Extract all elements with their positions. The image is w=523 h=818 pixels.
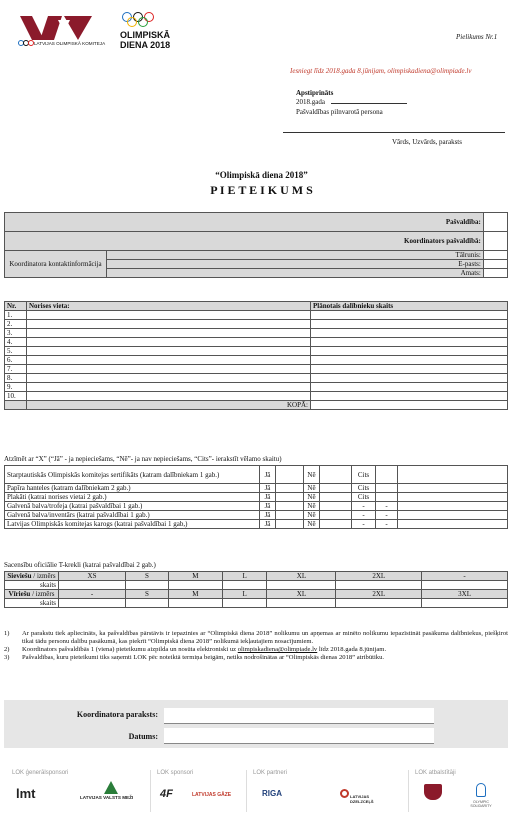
size-cell: XL — [267, 590, 336, 599]
count-field[interactable] — [311, 320, 508, 329]
place-field[interactable] — [27, 311, 311, 320]
count-field[interactable] — [59, 581, 126, 590]
place-field[interactable] — [27, 329, 311, 338]
item-yes: Jā — [260, 484, 276, 493]
note-2-text-a: Koordinators pašvaldībās 1 (viena) pieteikumu aizpilda un nosūta elektroniski uz — [22, 646, 238, 653]
table-row — [5, 383, 508, 392]
sponsors-label: LOK sponsori — [157, 770, 194, 776]
size-cell: XS — [59, 572, 126, 581]
table-row — [5, 347, 508, 356]
row-nr: 10. — [5, 392, 27, 401]
item-label: Plakāti (katrai norises vietai 2 gab.) — [5, 493, 260, 502]
item-no: Nē — [304, 502, 320, 511]
count-field[interactable] — [336, 581, 422, 590]
item-label: Latvijas Olimpiskās komitejas karogs (katrai pašvaldībai 1 gab,) — [5, 520, 260, 529]
count-field[interactable] — [222, 581, 267, 590]
count-field[interactable] — [168, 599, 222, 608]
table-row — [5, 365, 508, 374]
phone-field[interactable] — [483, 251, 507, 260]
count-field[interactable] — [126, 581, 169, 590]
count-field[interactable] — [311, 329, 508, 338]
municipality-label: Pašvaldība: — [5, 213, 484, 232]
count-field[interactable] — [311, 338, 508, 347]
position-label: Amats: — [107, 269, 484, 278]
item-yes: Jā — [260, 502, 276, 511]
size-cell: XL — [267, 572, 336, 581]
note-3-text: Pašvaldības, kuru pieteikumi tiks saņemti LOK pēc noteiktā termiņa beigām, netiks nodrošinātas ar “Olimpiskās dienas 2018” atribūtiku. — [22, 654, 385, 661]
lok-logo — [18, 14, 106, 60]
item-yes-check[interactable] — [276, 484, 304, 493]
item-label: Galvenā balva/inventārs (katrai pašvaldībai 1 gab.) — [5, 511, 260, 520]
men-label: Vīriešu — [8, 590, 31, 598]
signature-box — [4, 700, 508, 748]
table-row — [5, 320, 508, 329]
size-suffix: / izmērs — [31, 572, 56, 580]
count-field[interactable] — [126, 599, 169, 608]
count-field[interactable] — [311, 383, 508, 392]
item-no-check[interactable] — [320, 493, 352, 502]
municipality-field[interactable] — [483, 213, 507, 232]
notes — [4, 630, 508, 662]
items-instruction: Atzīmēt ar “X” (“Jā” - ja nepieciešams, “Nē”- ja nav nepieciešams, “Cits”- ierakstīt vēlamo skaitu) — [4, 455, 282, 463]
size-cell: M — [168, 590, 222, 599]
coordinator-signature-label: Koordinatora paraksts: — [76, 710, 158, 719]
item-yes: Jā — [260, 466, 276, 484]
count-field[interactable] — [267, 581, 336, 590]
item-label: Galvenā balva/trofeja (katrai pašvaldībai 1 gab.) — [5, 502, 260, 511]
item-yes: Jā — [260, 493, 276, 502]
riga-logo: RIGA — [262, 789, 282, 798]
row-nr: 2. — [5, 320, 27, 329]
place-field[interactable] — [27, 374, 311, 383]
count-field[interactable] — [311, 374, 508, 383]
position-field[interactable] — [483, 269, 507, 278]
item-other: - — [352, 520, 376, 529]
place-field[interactable] — [27, 356, 311, 365]
email-label: E-pasts: — [107, 260, 484, 269]
item-no: Nē — [304, 520, 320, 529]
partners-label: LOK partneri — [253, 770, 288, 776]
item-yes-check[interactable] — [276, 466, 304, 484]
item-no: Nē — [304, 484, 320, 493]
item-yes-check[interactable] — [276, 502, 304, 511]
note-1: 1) Ar parakstu tiek apliecināts, ka pašvaldības pārstāvis ir iepazinies ar “Olimpiskā diena 2018” nolikumu un apņemas ar minēto nolikumu iepazīstināt pasākuma dalībniekus, piešķirot tikai tādu personu dalību pasākumā, kas piekrīt “Olimpiskā diena 2018” nolikumā iekļautajiem nosacījumiem. — [4, 630, 508, 645]
tshirts-table — [4, 571, 508, 608]
coordinator-signature-field[interactable] — [164, 708, 434, 724]
col-count: Plānotais dalībnieku skaits — [311, 302, 508, 311]
deadline-note: Iesniegt līdz 2018.gada 8.jūnijam, olimpiskadiena@olimpiade.lv — [290, 67, 472, 75]
signature-line-top[interactable] — [283, 132, 505, 133]
table-row — [5, 392, 508, 401]
count-field[interactable] — [311, 347, 508, 356]
item-label: Papīra hanteles (katram dalībniekam 2 gab.) — [5, 484, 260, 493]
row-nr: 5. — [5, 347, 27, 356]
items-table — [4, 465, 508, 529]
olympic-rings-icon — [122, 12, 170, 30]
note-2-text-b: līdz 2018.gada 8.jūnijam. — [317, 646, 387, 653]
contact-label: Koordinatora kontaktinformācija — [5, 251, 107, 278]
item-no-check[interactable] — [320, 466, 352, 484]
size-cell: M — [168, 572, 222, 581]
olympic-solidarity-icon — [476, 783, 486, 797]
item-other: Cits — [352, 466, 376, 484]
count-field[interactable] — [311, 392, 508, 401]
note-3: 3) Pašvaldības, kuru pieteikumi tiks saņemti LOK pēc noteiktā termiņa beigām, netiks nodrošinātas ar “Olimpiskās dienas 2018” atribūtiku. — [4, 654, 385, 661]
count-field[interactable] — [59, 599, 126, 608]
count-field[interactable] — [311, 365, 508, 374]
size-cell: L — [222, 572, 267, 581]
table-row — [5, 329, 508, 338]
col-nr: Nr. — [5, 302, 27, 311]
approved-label: Apstiprināts — [296, 89, 334, 97]
lvm-tree-icon — [104, 781, 118, 794]
item-label: Starptautiskās Olimpiskās komitejas sertifikāts (katram dalībniekam 1 gab.) — [5, 466, 260, 484]
place-field[interactable] — [27, 347, 311, 356]
info-table — [4, 212, 508, 278]
size-suffix: / izmērs — [30, 590, 55, 598]
item-other: Cits — [352, 493, 376, 502]
count-field[interactable] — [311, 356, 508, 365]
row-nr: 1. — [5, 311, 27, 320]
place-field[interactable] — [27, 365, 311, 374]
row-nr: 4. — [5, 338, 27, 347]
size-cell: - — [59, 590, 126, 599]
count-field[interactable] — [267, 599, 336, 608]
general-sponsors-label: LOK ģenerālsponsori — [12, 770, 69, 776]
approved-person: Pašvaldības pilnvarotā persona — [296, 108, 383, 116]
item-yes-check[interactable] — [276, 493, 304, 502]
size-cell: S — [126, 572, 169, 581]
table-row — [5, 338, 508, 347]
count-field[interactable] — [336, 599, 422, 608]
place-field[interactable] — [27, 383, 311, 392]
item-no-check[interactable] — [320, 520, 352, 529]
count-field[interactable] — [422, 599, 508, 608]
item-no: Nē — [304, 511, 320, 520]
size-cell: 2XL — [336, 572, 422, 581]
count-field[interactable] — [311, 311, 508, 320]
phone-label: Tālrunis: — [107, 251, 484, 260]
date-field[interactable] — [164, 728, 434, 744]
row-nr: 6. — [5, 356, 27, 365]
lvm-logo: LATVIJAS VALSTS MEŽI — [80, 795, 134, 800]
table-row — [5, 311, 508, 320]
place-field[interactable] — [27, 338, 311, 347]
row-nr: 3. — [5, 329, 27, 338]
latvijas-dzelzcels-logo: LATVIJAS DZELZCEĻŠ — [350, 794, 374, 804]
event-title: “Olimpiskā diena 2018” — [215, 170, 308, 180]
item-no-check[interactable] — [320, 511, 352, 520]
size-cell: 3XL — [422, 590, 508, 599]
item-extra: - — [376, 511, 398, 520]
women-label: Sieviešu — [7, 572, 32, 580]
item-extra[interactable] — [376, 484, 398, 493]
date-label: Datums: — [128, 732, 158, 741]
item-yes: Jā — [260, 520, 276, 529]
item-no: Nē — [304, 466, 320, 484]
count-field[interactable] — [222, 599, 267, 608]
item-other: Cits — [352, 484, 376, 493]
email-field[interactable] — [483, 260, 507, 269]
latvijas-gaze-logo: LATVIJAS GĀZE — [192, 792, 232, 798]
item-yes-check[interactable] — [276, 511, 304, 520]
item-no-check[interactable] — [320, 502, 352, 511]
item-yes-check[interactable] — [276, 520, 304, 529]
item-extra[interactable] — [376, 493, 398, 502]
coat-of-arms-icon — [424, 784, 442, 800]
total-field[interactable] — [311, 401, 508, 410]
item-extra: - — [376, 502, 398, 511]
coordinator-label: Koordinators pašvaldībā: — [5, 232, 484, 251]
table-row — [5, 356, 508, 365]
4f-logo: 4F — [160, 788, 173, 800]
item-no: Nē — [304, 493, 320, 502]
size-cell: 2XL — [336, 590, 422, 599]
event-logo-line2: DIENA 2018 — [120, 40, 171, 50]
item-yes: Jā — [260, 511, 276, 520]
note-1-text: Ar parakstu tiek apliecināts, ka pašvaldības pārstāvis ir iepazinies ar “Olimpiskā diena 2018” nolikumu un apņemas ar minēto nolikumu iepazīstināt pasākuma dalībniekus, piešķirot tikai tādu personu dalību pasākumā, kas piekrīt “Olimpiskā diena 2018” nolikumā iekļautajiem nosacījumiem. — [22, 630, 508, 645]
item-extra[interactable] — [376, 466, 398, 484]
approved-year — [296, 98, 407, 106]
size-cell: - — [422, 572, 508, 581]
row-nr: 7. — [5, 365, 27, 374]
approved-year-text: 2018.gada — [296, 98, 325, 106]
appendix-label: Pielikums Nr.1 — [456, 33, 498, 41]
count-field[interactable] — [168, 581, 222, 590]
item-no-check[interactable] — [320, 484, 352, 493]
col-place: Norises vieta: — [27, 302, 311, 311]
place-field[interactable] — [27, 392, 311, 401]
tshirts-caption: Sacensību oficiālie T-krekli (katrai pašvaldībai 2 gab.) — [4, 561, 156, 569]
size-cell: L — [222, 590, 267, 599]
item-extra: - — [376, 520, 398, 529]
place-field[interactable] — [27, 320, 311, 329]
count-field[interactable] — [422, 581, 508, 590]
row-nr: 8. — [5, 374, 27, 383]
ldz-icon — [340, 789, 349, 798]
supporters-label: LOK atbalstītāji — [415, 770, 456, 776]
event-logo — [120, 12, 180, 56]
table-row — [5, 374, 508, 383]
item-other: - — [352, 502, 376, 511]
note-2: 2) Koordinators pašvaldībās 1 (viena) pieteikumu aizpilda un nosūta elektroniski uz olimpiskadiena@olimpiade.lv līdz 2018.gada 8.jūnijam. — [4, 646, 387, 653]
olympic-solidarity-logo: OLYMPIC SOLIDARITY — [470, 800, 492, 808]
page-title: P I E T E I K U M S — [210, 183, 313, 197]
count-label: skaits — [5, 581, 59, 590]
event-logo-line1: OLIMPISKĀ — [120, 30, 171, 40]
coordinator-field[interactable] — [483, 232, 507, 251]
count-label: skaits — [5, 599, 59, 608]
size-cell: S — [126, 590, 169, 599]
venues-table — [4, 301, 508, 410]
lmt-logo: lmt — [16, 786, 36, 801]
item-other: - — [352, 511, 376, 520]
signature-caption: Vārds, Uzvārds, paraksts — [392, 138, 462, 146]
total-label: KOPĀ: — [27, 401, 311, 410]
lok-logo-text: LATVIJAS OLIMPISKĀ KOMITEJA — [34, 41, 106, 46]
email-link[interactable]: olimpiskadiena@olimpiade.lv — [237, 646, 318, 653]
row-nr: 9. — [5, 383, 27, 392]
